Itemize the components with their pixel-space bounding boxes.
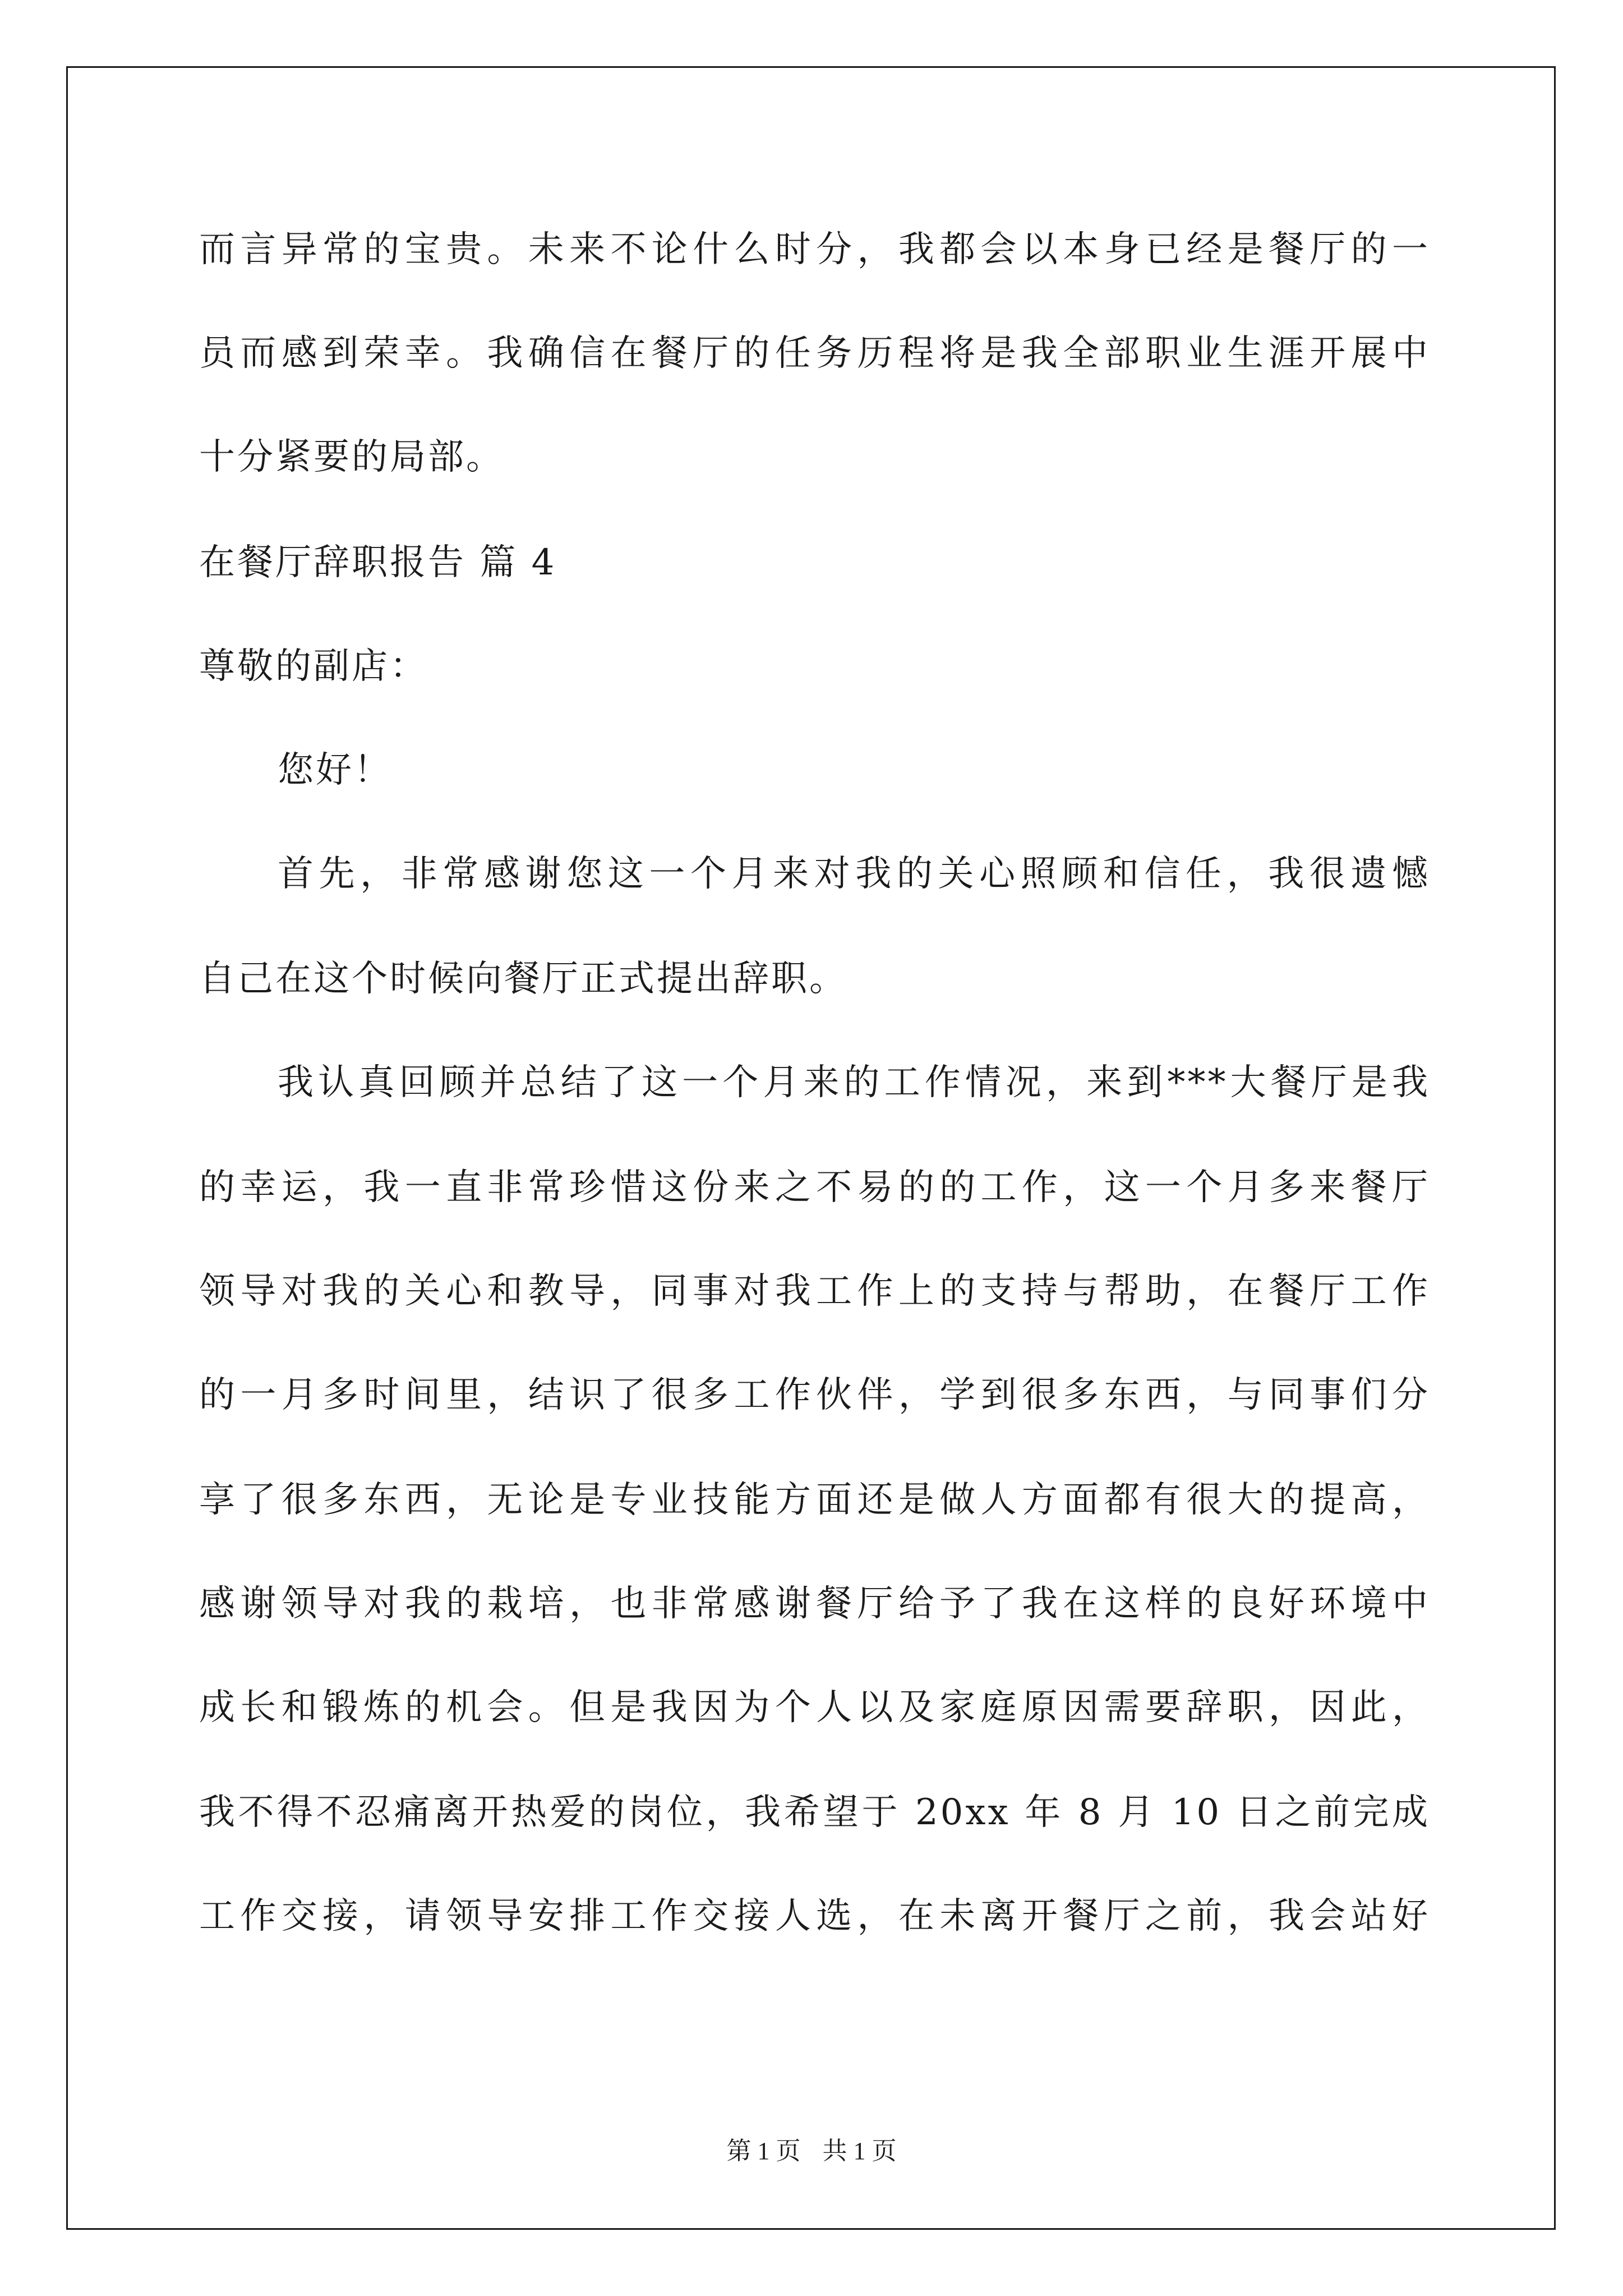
- body-line: 十分紧要的局部。: [199, 436, 504, 478]
- page-number: 第 1 页: [726, 2137, 801, 2165]
- body-line: 感谢领导对我的栽培，也非常感谢餐厅给予了我在这样的良好环境中: [199, 1583, 1430, 1625]
- body-line: 自己在这个时候向餐厅正式提出辞职。: [199, 958, 847, 1000]
- body-line: 工作交接，请领导安排工作交接人选，在未离开餐厅之前，我会站好: [199, 1895, 1430, 1937]
- section-heading: 在餐厅辞职报告 篇 4: [199, 542, 557, 583]
- page-total: 共 1 页: [822, 2137, 897, 2165]
- body-line: 享了很多东西，无论是专业技能方面还是做人方面都有很大的提高，: [199, 1479, 1430, 1521]
- body-line: 领导对我的关心和教导，同事对我工作上的支持与帮助，在餐厅工作: [199, 1271, 1430, 1312]
- body-line: 的幸运，我一直非常珍惜这份来之不易的的工作，这一个月多来餐厅: [199, 1167, 1430, 1208]
- body-line: 成长和锻炼的机会。但是我因为个人以及家庭原因需要辞职，因此，: [199, 1687, 1430, 1728]
- body-line: 首先，非常感谢您这一个月来对我的关心照顾和信任，我很遗憾: [278, 853, 1430, 895]
- body-line: 员而感到荣幸。我确信在餐厅的任务历程将是我全部职业生涯开展中: [199, 333, 1430, 374]
- body-line: 我不得不忍痛离开热爱的岗位，我希望于 20xx 年 8 月 10 日之前完成: [199, 1792, 1430, 1833]
- body-line: 而言异常的宝贵。未来不论什么时分，我都会以本身已经是餐厅的一: [199, 229, 1430, 270]
- page-footer: [0, 2134, 1623, 2168]
- greeting: 您好！: [278, 749, 392, 791]
- body-line: 的一月多时间里，结识了很多工作伙伴，学到很多东西，与同事们分: [199, 1374, 1430, 1416]
- salutation: 尊敬的副店：: [199, 646, 428, 687]
- body-line: 我认真回顾并总结了这一个月来的工作情况，来到***大餐厅是我: [278, 1062, 1430, 1103]
